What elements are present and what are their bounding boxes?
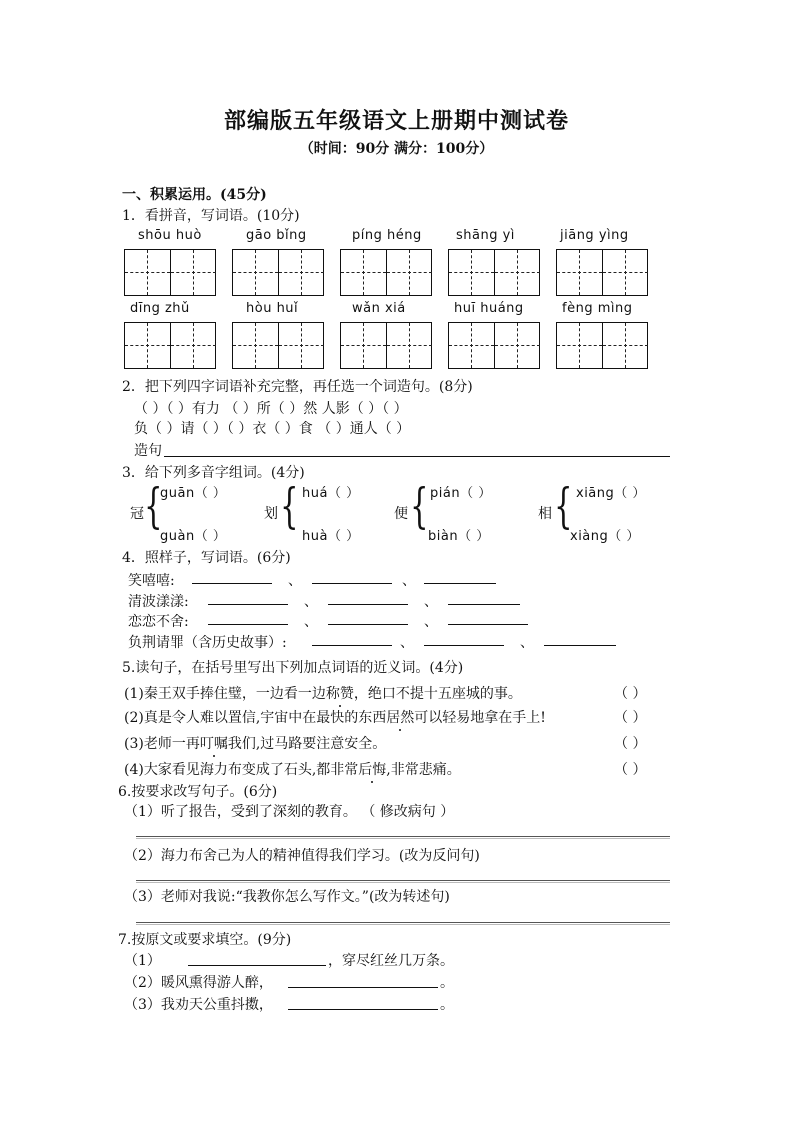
writing-grid[interactable]: [232, 322, 324, 369]
answer-line[interactable]: [312, 583, 392, 584]
separator: 、: [424, 594, 438, 610]
writing-grid[interactable]: [124, 322, 216, 369]
q6-heading: 6.按要求改写句子。(6分): [118, 784, 278, 800]
section-heading: 一、积累运用。(45分): [122, 187, 267, 203]
polyphone-top[interactable]: pián（ ）: [430, 486, 492, 501]
answer-line[interactable]: [192, 583, 272, 584]
answer-line[interactable]: [188, 965, 326, 966]
separator: 、: [304, 614, 318, 630]
q6-item-2: （2）海力布舍己为人的精神值得我们学习。(改为反问句): [124, 848, 480, 864]
polyphone-char: 相: [538, 506, 552, 522]
example-word: 负荆请罪（含历史故事）:: [128, 635, 287, 651]
answer-paren[interactable]: （ ）: [614, 736, 647, 752]
q7-item-1-suffix: ，穿尽红丝几万条。: [328, 953, 454, 969]
q5-heading: 5.读句子，在括号里写出下列加点词语的近义词。(4分): [122, 660, 464, 676]
dotted-word: 后悔: [358, 762, 387, 778]
q3-heading: 3．给下列多音字组词。(4分): [122, 465, 305, 481]
q5-sentence-3: (3)老师一再叮嘱我们,过马路要注意安全。: [124, 736, 387, 752]
q2-make-sentence-label: 造句: [134, 443, 162, 459]
pinyin: hòu huǐ: [246, 301, 299, 316]
q5-sentence-1: (1)秦王双手捧住璧，一边看一边称赞，绝口不提十五座城的事。: [124, 686, 522, 702]
polyphone-top[interactable]: guān（ ）: [160, 486, 227, 501]
polyphone-top[interactable]: xiāng（ ）: [576, 486, 646, 501]
answer-line[interactable]: [136, 836, 670, 839]
q7-item-3-suffix: 。: [440, 997, 454, 1013]
dotted-word: 叮嘱: [199, 736, 228, 752]
page-title: 部编版五年级语文上册期中测试卷: [223, 108, 569, 134]
q5-sentence-2: (2)真是令人难以置信,宇宙中在最快的东西居然可以轻易地拿在手上!: [124, 710, 546, 726]
polyphone-bottom[interactable]: biàn（ ）: [428, 529, 490, 544]
sentence-answer-line[interactable]: [164, 456, 670, 457]
page-subtitle: （时间：90分 满分：100分）: [299, 141, 494, 157]
separator: 、: [304, 594, 318, 610]
brace-icon: {: [554, 478, 573, 534]
separator: 、: [402, 573, 416, 589]
writing-grid[interactable]: [448, 249, 540, 296]
q6-item-1: （1）听了报告，受到了深刻的教育。 （ 修改病句 ）: [124, 804, 455, 820]
polyphone-char: 便: [394, 506, 408, 522]
q2-line1: （ ）（ ）有力 （ ）所（ ）然 人影（ ）（ ）: [134, 401, 408, 417]
pinyin: gāo bǐng: [246, 228, 307, 243]
writing-grid[interactable]: [232, 249, 324, 296]
q1-heading: 1．看拼音，写词语。(10分): [122, 208, 300, 224]
separator: 、: [520, 635, 534, 651]
polyphone-bottom[interactable]: huà（ ）: [302, 529, 360, 544]
answer-line[interactable]: [424, 645, 504, 646]
answer-line[interactable]: [288, 987, 438, 988]
separator: 、: [424, 614, 438, 630]
answer-line[interactable]: [136, 922, 670, 925]
answer-line[interactable]: [328, 624, 408, 625]
brace-icon: {: [410, 478, 429, 534]
writing-grid[interactable]: [340, 322, 432, 369]
answer-line[interactable]: [544, 645, 616, 646]
separator: 、: [288, 573, 302, 589]
answer-line[interactable]: [136, 880, 670, 883]
answer-line[interactable]: [208, 624, 288, 625]
q7-item-1-prefix: （1）: [124, 953, 161, 969]
polyphone-bottom[interactable]: xiàng（ ）: [570, 529, 640, 544]
q7-item-3-prefix: （3）我劝天公重抖擞，: [124, 997, 273, 1013]
q7-heading: 7.按原文或要求填空。(9分): [118, 932, 292, 948]
pinyin: huī huáng: [454, 301, 524, 316]
example-word: 恋恋不舍:: [128, 614, 189, 630]
pinyin: shōu huò: [138, 228, 202, 243]
answer-line[interactable]: [448, 604, 520, 605]
q7-item-2-suffix: 。: [440, 975, 454, 991]
separator: 、: [400, 635, 414, 651]
writing-grid[interactable]: [448, 322, 540, 369]
writing-grid[interactable]: [340, 249, 432, 296]
answer-line[interactable]: [312, 645, 392, 646]
answer-paren[interactable]: （ ）: [614, 686, 647, 702]
dotted-word: 称赞: [325, 686, 354, 702]
q6-item-3: （3）老师对我说:“我教你怎么写作文。”(改为转述句): [124, 889, 450, 905]
writing-grid[interactable]: [556, 322, 648, 369]
polyphone-bottom[interactable]: guàn（ ）: [160, 529, 227, 544]
q5-sentence-4: (4)大家看见海力布变成了石头,都非常后悔,非常悲痛。: [124, 762, 461, 778]
pinyin: fèng mìng: [562, 301, 633, 316]
brace-icon: {: [280, 478, 299, 534]
dotted-word: 居然: [386, 710, 415, 726]
answer-line[interactable]: [424, 583, 496, 584]
q2-heading: 2．把下列四字词语补充完整，再任选一个词造句。(8分): [122, 379, 473, 395]
polyphone-char: 冠: [130, 506, 144, 522]
pinyin: píng héng: [352, 228, 422, 243]
q7-item-2-prefix: （2）暖风熏得游人醉，: [124, 975, 273, 991]
answer-line[interactable]: [328, 604, 408, 605]
polyphone-top[interactable]: huá（ ）: [302, 486, 360, 501]
polyphone-char: 划: [264, 506, 278, 522]
example-word: 清波漾漾:: [128, 594, 189, 610]
writing-grid[interactable]: [124, 249, 216, 296]
q4-heading: 4．照样子，写词语。(6分): [122, 550, 291, 566]
pinyin: jiāng yìng: [560, 228, 629, 243]
pinyin: dīng zhǔ: [130, 301, 190, 316]
writing-grid[interactable]: [556, 249, 648, 296]
answer-paren[interactable]: （ ）: [614, 762, 647, 778]
q2-line2: 负（ ）请（ ）（ ）衣（ ）食 （ ）通人（ ）: [134, 421, 411, 437]
answer-paren[interactable]: （ ）: [614, 710, 647, 726]
answer-line[interactable]: [448, 624, 528, 625]
answer-line[interactable]: [208, 604, 288, 605]
answer-line[interactable]: [288, 1009, 438, 1010]
pinyin: wǎn xiá: [352, 301, 406, 316]
example-word: 笑嘻嘻:: [128, 573, 175, 589]
pinyin: shāng yì: [456, 228, 515, 243]
brace-icon: {: [144, 478, 163, 534]
